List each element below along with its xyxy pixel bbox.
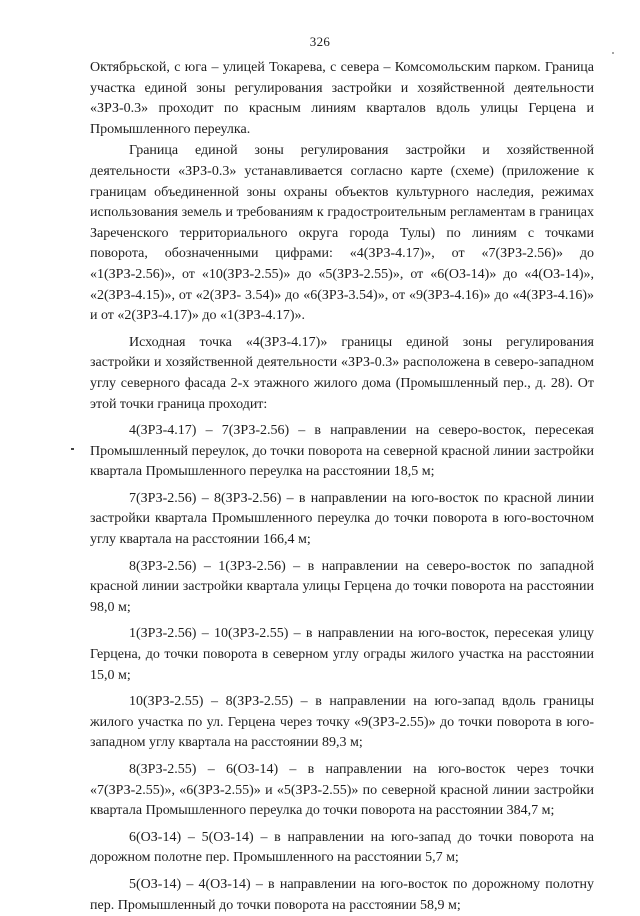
paragraph-segment-5: 10(ЗРЗ-2.55) – 8(ЗРЗ-2.55) – в направлении на юго-запад вдоль границы жилого участка по ул. Герцена через точку «9(ЗРЗ-2.55)» до точки поворота в юго-западном углу квартала на расстоянии 89,3 м; (90, 694, 594, 751)
paragraph-segment-7: 6(ОЗ-14) – 5(ОЗ-14) – в направлении на юго-запад до точки поворота на дорожном полотне пер. Промышленного на расстоянии 5,7 м; (90, 829, 594, 866)
paragraph-segment-1: 4(ЗРЗ-4.17) – 7(ЗРЗ-2.56) – в направлении на северо-восток, пересекая Промышленный переулок, до точки поворота на северной красной линии застройки квартала Промышленного переулка на расстоянии 18,5 м; (90, 423, 594, 480)
paragraph-segment-2: 7(ЗРЗ-2.56) – 8(ЗРЗ-2.56) – в направлении на юго-восток по красной линии застройки квартала Промышленного переулка до точки поворота в юго-восточном углу квартала на расстоянии 166,4 м; (90, 490, 594, 548)
paragraph-intro-continued: Октябрьской, с юга – улицей Токарева, с севера – Комсомольским парком. Граница участка единой зоны регулирования застройки и хозяйственной деятельности «ЗРЗ-0.3» проходит по красным линиям кварталов вдоль улицы Герцена и Промышленного переулка. (90, 60, 594, 137)
paragraph-segment-6: 8(ЗРЗ-2.55) – 6(ОЗ-14) – в направлении на юго-восток через точки «7(ЗРЗ-2.55)», «6(ЗРЗ-2.55)» и «5(ЗРЗ-2.55)» по северной красной линии застройки квартала Промышленного переулка до точки поворота на расстоянии 384,7 м; (90, 762, 594, 819)
scan-mark (71, 448, 74, 450)
scan-speck (612, 52, 614, 54)
paragraph-segment-4: 1(ЗРЗ-2.56) – 10(ЗРЗ-2.55) – в направлении на юго-восток, пересекая улицу Герцена, до точки поворота в северном углу ограды жилого участка на расстоянии 15,0 м; (90, 626, 594, 683)
page-number: 326 (309, 34, 331, 49)
document-body (90, 58, 594, 916)
paragraph-segment-3: 8(ЗРЗ-2.56) – 1(ЗРЗ-2.56) – в направлении на северо-восток по западной красной линии застройки квартала улицы Герцена до точки поворота на расстоянии 98,0 м; (90, 558, 594, 615)
paragraph-starting-point: Исходная точка «4(ЗРЗ-4.17)» границы единой зоны регулирования застройки и хозяйственной деятельности «ЗРЗ-0.3» расположена в северо-западном углу северного фасада 2-х этажного жилого дома (Промышленный пер., д. 28). От этой точки граница проходит: (90, 334, 594, 412)
paragraph-segment-8: 5(ОЗ-14) – 4(ОЗ-14) – в направлении на юго-восток по дорожному полотну пер. Промышленный до точки поворота на расстоянии 58,9 м; (90, 876, 594, 913)
paragraph-boundary-definition: Граница единой зоны регулирования застройки и хозяйственной деятельности «ЗРЗ-0.3» устанавливается согласно карте (схеме) (приложение к границам объединенной зоны охраны объектов культурного наследия, режимах использования земель и требованиям к градостроительным регламентам в границах Зареченского территориального округа города Тулы) по линиям с точками поворота, обозначенными цифрами: «4(ЗРЗ-4.17)», от «7(ЗРЗ-2.56)» до «1(ЗРЗ-2.56)», от «10(ЗРЗ-2.55)» до «5(ЗРЗ-2.55)», от «6(ОЗ-14)» до «4(ОЗ-14)», «2(ЗРЗ-4.15)», от «2(ЗРЗ- 3.54)» до «6(ЗРЗ-3.54)», от «9(ЗРЗ-4.16)» до «4(ЗРЗ-4.16)» и от «2(ЗРЗ-4.17)» до «1(ЗРЗ-4.17)». (90, 143, 594, 324)
